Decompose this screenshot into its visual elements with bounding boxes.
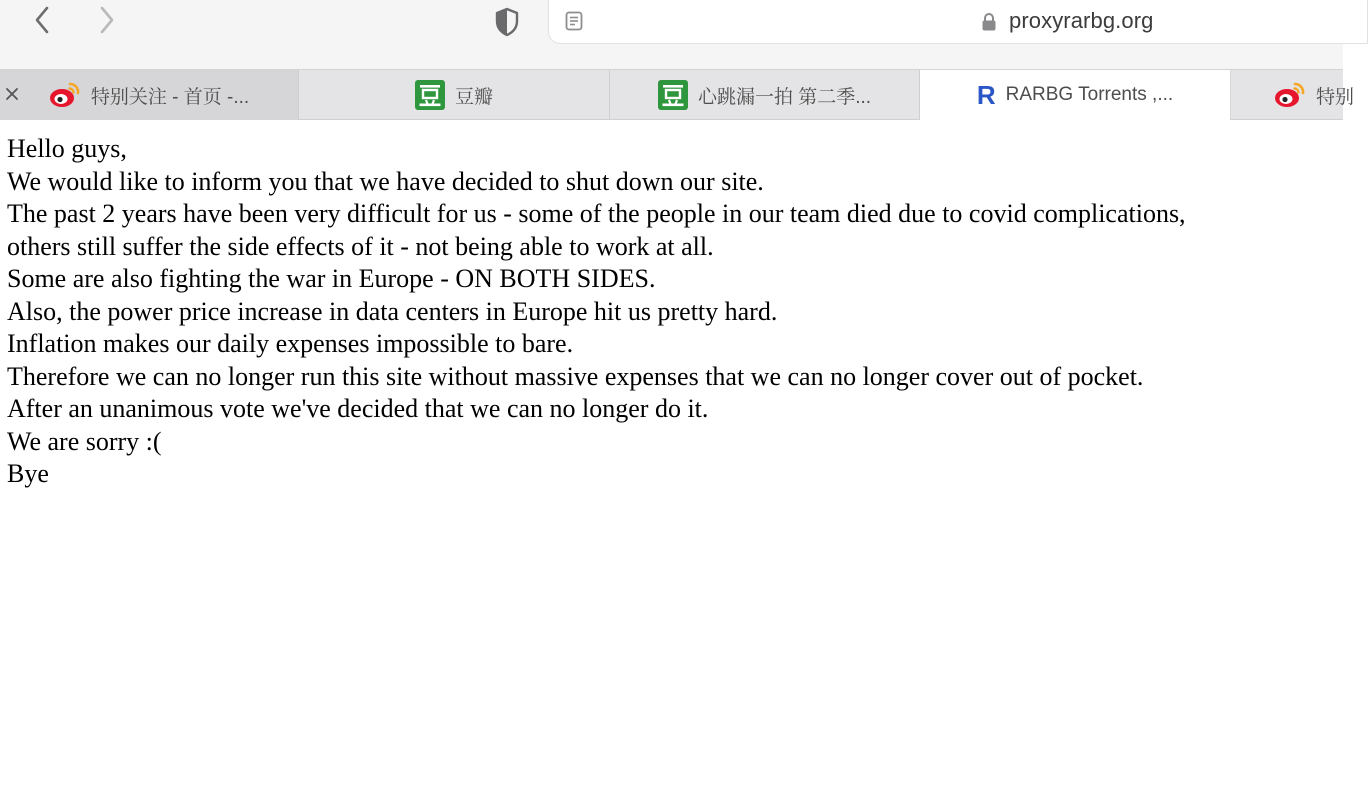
privacy-report-button[interactable] bbox=[493, 7, 521, 37]
message-line: Bye bbox=[7, 459, 49, 488]
message-line: Some are also fighting the war in Europe - ON BOTH SIDES. bbox=[7, 264, 656, 293]
forward-button[interactable] bbox=[92, 4, 122, 36]
tab-title: 特别 bbox=[1316, 86, 1355, 108]
tab-rarbg[interactable] bbox=[920, 70, 1231, 120]
tab-weibo-2[interactable] bbox=[1231, 70, 1355, 120]
message-line: others still suffer the side effects of it - not being able to work at all. bbox=[7, 231, 714, 261]
reader-mode-icon[interactable] bbox=[565, 11, 583, 31]
tab-heartbeat-season2[interactable] bbox=[610, 70, 920, 120]
message-line: Therefore we can no longer run this site without massive expenses that we can no longer cover out of pocket. bbox=[7, 361, 1144, 391]
message-line: Also, the power price increase in data centers in Europe hit us pretty hard. bbox=[7, 296, 778, 326]
shield-icon bbox=[494, 7, 520, 37]
tab-bar bbox=[0, 69, 1355, 120]
lock-icon bbox=[981, 12, 997, 32]
weibo-icon bbox=[49, 81, 81, 109]
close-icon[interactable] bbox=[3, 85, 21, 103]
tab-douban[interactable] bbox=[299, 70, 610, 120]
browser-toolbar bbox=[0, 0, 1343, 69]
douban-icon bbox=[415, 80, 445, 110]
message-line: We would like to inform you that we have decided to shut down our site. bbox=[7, 166, 764, 196]
tab-weibo-home[interactable] bbox=[0, 70, 299, 120]
url-text: proxyrarbg.org bbox=[1009, 8, 1154, 33]
message-line: We are sorry :( bbox=[7, 426, 162, 456]
address-bar[interactable] bbox=[548, 0, 1368, 44]
tab-title: 豆瓣 bbox=[454, 86, 493, 108]
tab-title: 特别关注 - 首页 -... bbox=[90, 86, 250, 108]
message-line: Inflation makes our daily expenses impossible to bare. bbox=[7, 329, 574, 358]
page-content bbox=[7, 133, 1343, 491]
message-line: Hello guys, bbox=[7, 134, 127, 163]
tab-title: 心跳漏一拍 第二季... bbox=[697, 86, 872, 108]
tab-title: RARBG Torrents ,... bbox=[1005, 84, 1174, 105]
weibo-icon bbox=[1274, 81, 1306, 109]
chevron-left-icon bbox=[33, 5, 51, 35]
douban-icon bbox=[658, 80, 688, 110]
back-button[interactable] bbox=[27, 4, 57, 36]
message-line: The past 2 years have been very difficult for us - some of the people in our team died due to covid complications, bbox=[7, 199, 1186, 228]
chevron-right-icon bbox=[98, 5, 116, 35]
message-line: After an unanimous vote we've decided that we can no longer do it. bbox=[7, 394, 709, 423]
rarbg-icon: R bbox=[976, 80, 996, 110]
